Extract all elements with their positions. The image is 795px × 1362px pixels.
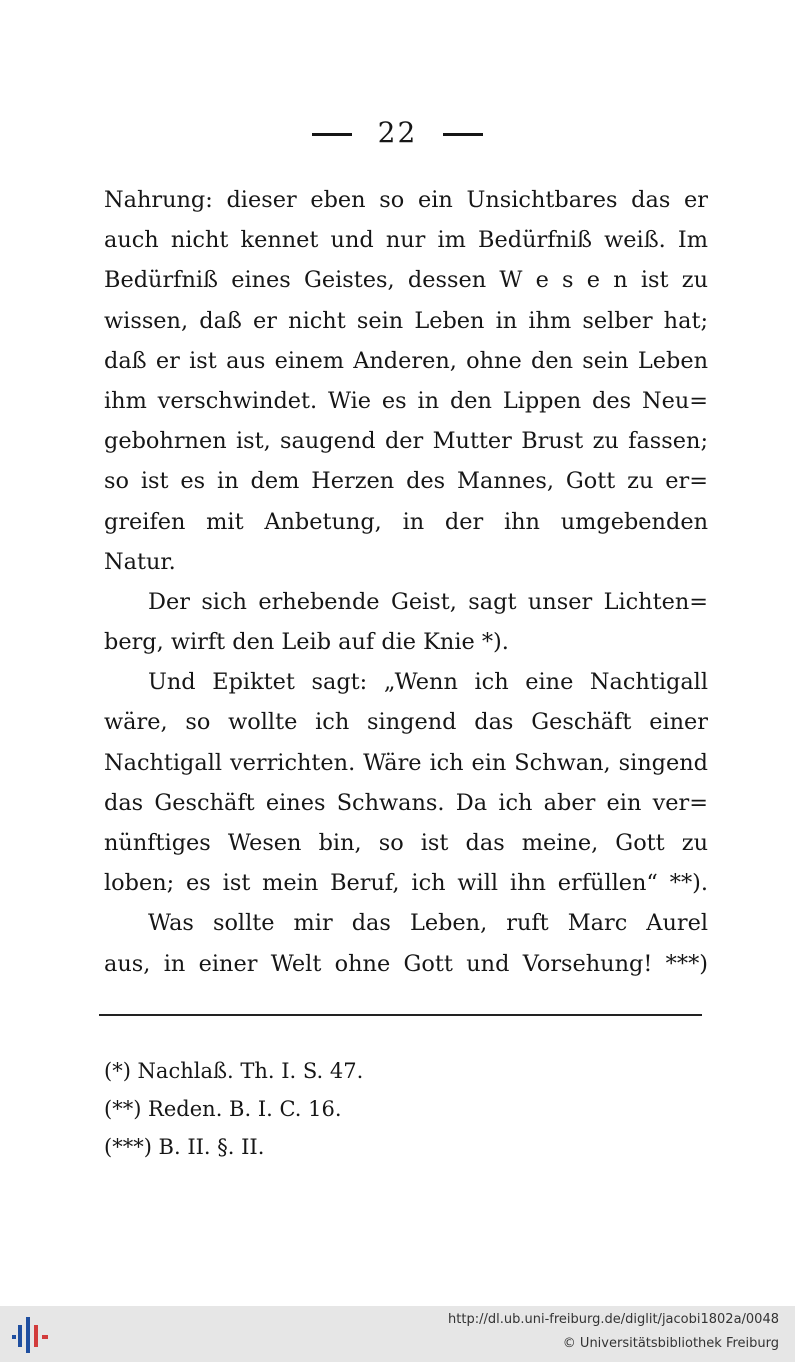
text-line: greifen mit Anbetung, in der ihn umgebenden bbox=[104, 508, 708, 535]
text-line: so ist es in dem Herzen des Mannes, Gott zu er= bbox=[104, 468, 708, 495]
text-line: Was sollte mir das Leben, ruft Marc Aurel bbox=[148, 910, 708, 937]
footnotes bbox=[104, 1052, 363, 1166]
text-line: ihm verschwindet. Wie es in den Lippen des Neu= bbox=[104, 387, 708, 414]
text-line: wäre, so wollte ich singend das Geschäft einer bbox=[104, 709, 708, 736]
footnote-rule bbox=[99, 1014, 702, 1016]
text-line: loben; es ist mein Beruf, ich will ihn erfüllen“ **). bbox=[104, 870, 708, 897]
body-text bbox=[104, 180, 708, 984]
header-dash-left bbox=[312, 133, 352, 136]
text-line: auch nicht kennet und nur im Bedürfniß weiß. Im bbox=[104, 227, 708, 254]
text-line: gebohrnen ist, saugend der Mutter Brust zu fassen; bbox=[104, 428, 708, 455]
page-number: 22 bbox=[377, 116, 418, 149]
text-line: aus, in einer Welt ohne Gott und Vorsehung! ***) bbox=[104, 950, 708, 977]
footnote: (*) Nachlaß. Th. I. S. 47. bbox=[104, 1059, 364, 1083]
text-line: daß er ist aus einem Anderen, ohne den sein Leben bbox=[104, 347, 708, 374]
text-line: Bedürfniß eines Geistes, dessen W e s e n ist zu bbox=[104, 267, 708, 294]
text-line: Der sich erhebende Geist, sagt unser Lichten= bbox=[148, 588, 708, 615]
copyright-text: © Universitätsbibliothek Freiburg bbox=[562, 1336, 779, 1351]
footnote: (**) Reden. B. I. C. 16. bbox=[104, 1097, 342, 1121]
text-line: Natur. bbox=[104, 548, 176, 575]
text-line: das Geschäft eines Schwans. Da ich aber ein ver= bbox=[104, 789, 708, 816]
page-header bbox=[0, 116, 795, 149]
text-line: Nahrung: dieser eben so ein Unsichtbares das er bbox=[104, 187, 708, 213]
viewer-footer bbox=[0, 1306, 795, 1362]
text-line: Nachtigall verrichten. Wäre ich ein Schwan, singend bbox=[104, 749, 708, 776]
footnote: (***) B. II. §. II. bbox=[104, 1135, 265, 1159]
document-url-link[interactable]: http://dl.ub.uni-freiburg.de/diglit/jacobi1802a/0048 bbox=[448, 1312, 779, 1327]
text-line: nünftiges Wesen bin, so ist das meine, Gott zu bbox=[104, 830, 708, 856]
text-line: wissen, daß er nicht sein Leben in ihm selber hat; bbox=[104, 307, 708, 334]
header-dash-right bbox=[443, 133, 483, 136]
text-line: Und Epiktet sagt: „Wenn ich eine Nachtigall bbox=[148, 669, 708, 696]
text-line: berg, wirft den Leib auf die Knie *). bbox=[104, 629, 509, 656]
library-logo-icon bbox=[10, 1317, 50, 1353]
